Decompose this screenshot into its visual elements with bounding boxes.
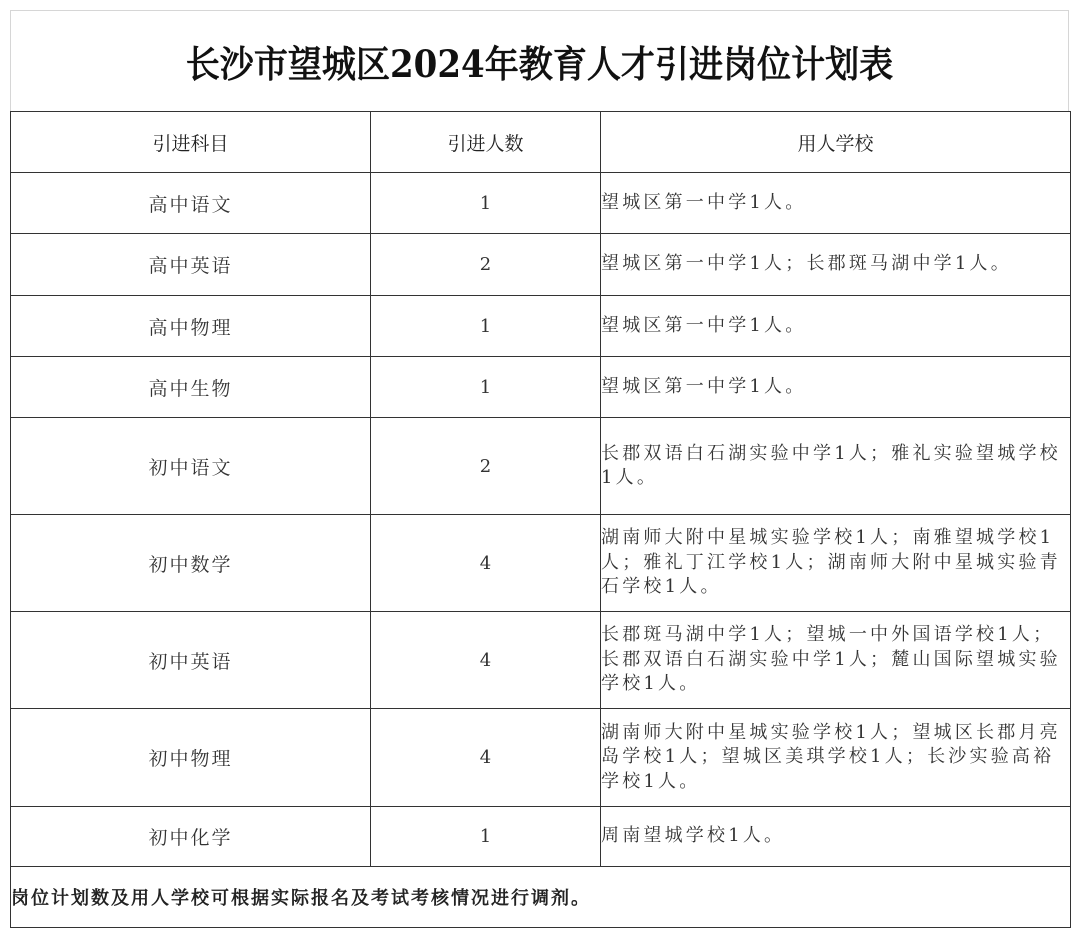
cell-schools: 湖南师大附中星城实验学校1人；望城区长郡月亮岛学校1人；望城区美琪学校1人；长沙实验高裕学校1人。 (601, 709, 1071, 807)
cell-subject: 初中英语 (11, 612, 371, 709)
cell-schools: 望城区第一中学1人。 (601, 296, 1071, 357)
table-row (11, 296, 1071, 357)
cell-subject: 高中英语 (11, 234, 371, 296)
header-schools: 用人学校 (601, 112, 1071, 173)
cell-schools: 望城区第一中学1人。 (601, 173, 1071, 234)
header-subject: 引进科目 (11, 112, 371, 173)
cell-count: 1 (371, 173, 601, 234)
cell-subject: 初中数学 (11, 515, 371, 612)
table-row (11, 418, 1071, 515)
cell-count: 2 (371, 234, 601, 296)
table-row (11, 807, 1071, 867)
cell-subject: 高中语文 (11, 173, 371, 234)
header-count: 引进人数 (371, 112, 601, 173)
cell-schools: 长郡斑马湖中学1人；望城一中外国语学校1人；长郡双语白石湖实验中学1人；麓山国际望城实验学校1人。 (601, 612, 1071, 709)
footnote-row (11, 867, 1071, 928)
recruitment-plan-table (10, 111, 1071, 928)
cell-schools: 周南望城学校1人。 (601, 807, 1071, 867)
cell-subject: 高中物理 (11, 296, 371, 357)
cell-count: 4 (371, 612, 601, 709)
table-row (11, 515, 1071, 612)
cell-subject: 高中生物 (11, 357, 371, 418)
table-row (11, 709, 1071, 807)
cell-schools: 湖南师大附中星城实验学校1人；南雅望城学校1人；雅礼丁江学校1人；湖南师大附中星城实验青石学校1人。 (601, 515, 1071, 612)
cell-subject: 初中语文 (11, 418, 371, 515)
cell-schools: 长郡双语白石湖实验中学1人；雅礼实验望城学校1人。 (601, 418, 1071, 515)
cell-count: 4 (371, 709, 601, 807)
cell-count: 1 (371, 357, 601, 418)
table-row (11, 173, 1071, 234)
cell-count: 1 (371, 296, 601, 357)
cell-schools: 望城区第一中学1人；长郡斑马湖中学1人。 (601, 234, 1071, 296)
table-row (11, 357, 1071, 418)
cell-count: 4 (371, 515, 601, 612)
cell-schools: 望城区第一中学1人。 (601, 357, 1071, 418)
cell-subject: 初中化学 (11, 807, 371, 867)
title-box (10, 10, 1069, 111)
cell-count: 1 (371, 807, 601, 867)
table-footnote: 岗位计划数及用人学校可根据实际报名及考试考核情况进行调剂。 (11, 867, 1071, 928)
cell-subject: 初中物理 (11, 709, 371, 807)
table-row (11, 234, 1071, 296)
cell-count: 2 (371, 418, 601, 515)
document-title: 长沙市望城区2024年教育人才引进岗位计划表 (185, 42, 894, 86)
table-header-row (11, 112, 1071, 173)
table-row (11, 612, 1071, 709)
